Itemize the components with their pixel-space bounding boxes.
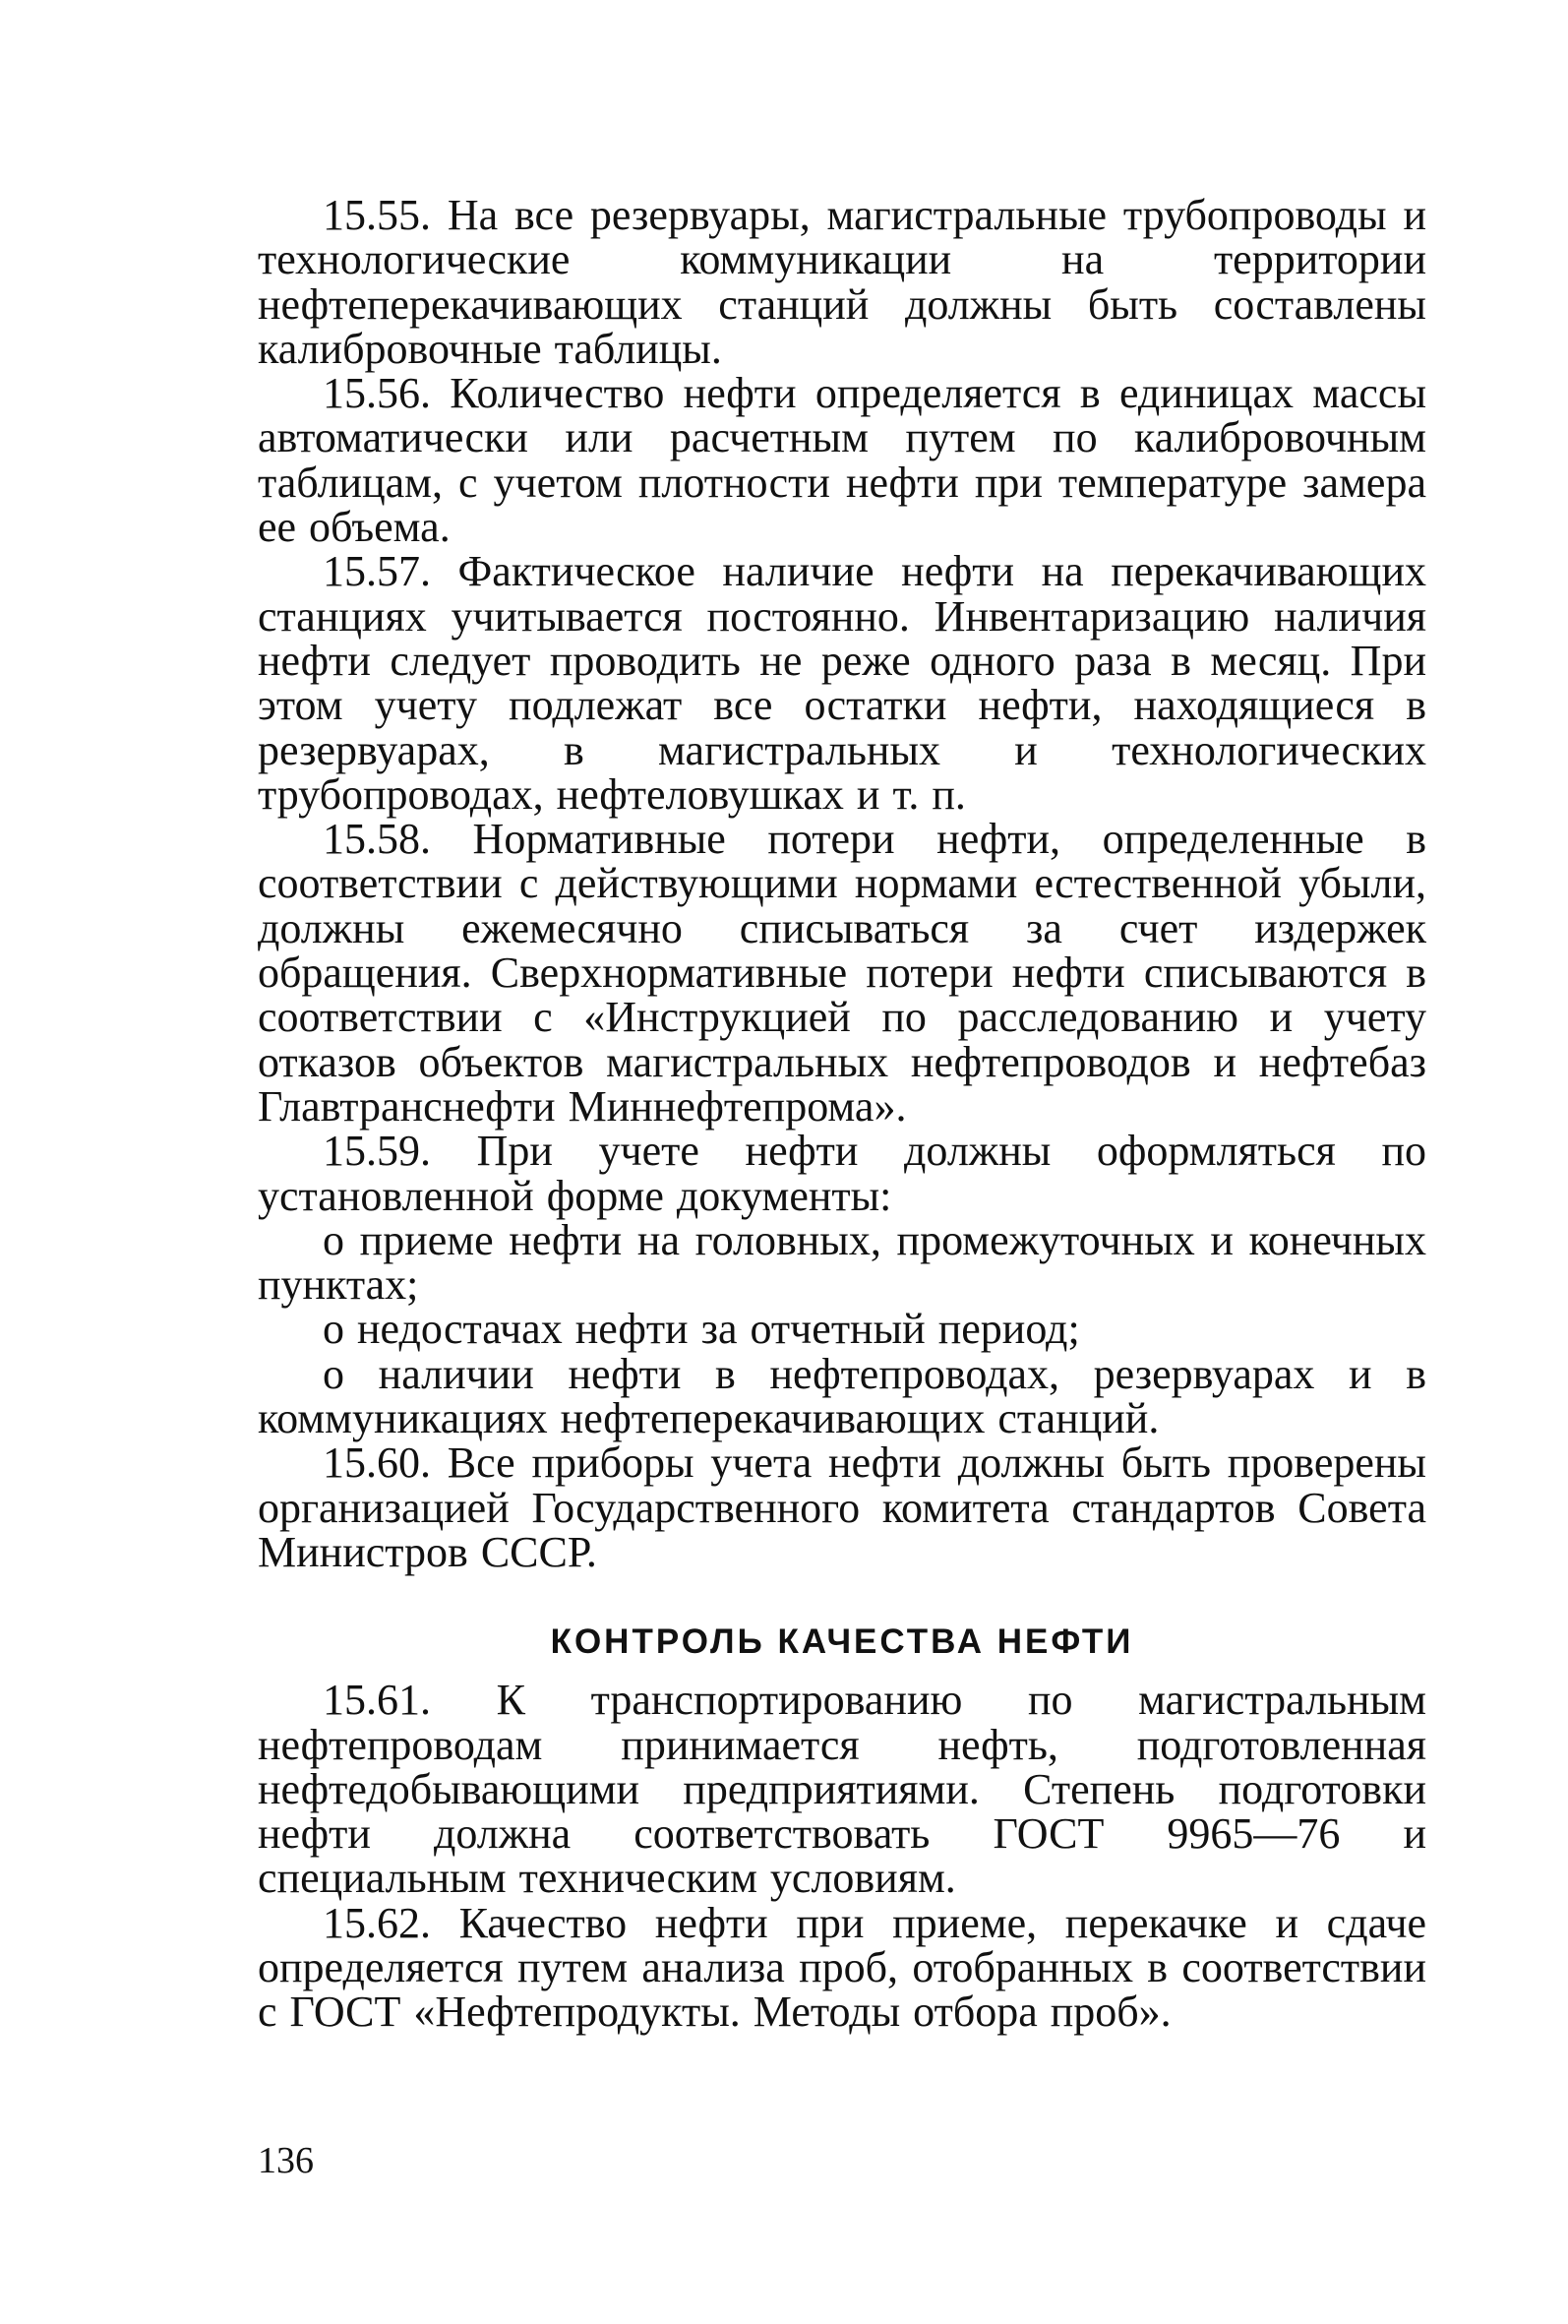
paragraph-15-55: 15.55. На все резервуары, магистральные трубопроводы и технологические коммуникации на территории нефтеперекачивающих станций должны быть составлены калибровочные таблицы. <box>258 191 1426 373</box>
paragraph-15-61: 15.61. К транспортированию по магистральным нефтепроводам принимается нефть, подготовленная нефтедобывающими предприятиями. Степень подготовки нефти должна соответствовать ГОСТ 9965—76 и специальным техническим условиям. <box>258 1676 1426 1903</box>
paragraph-15-56: 15.56. Количество нефти определяется в единицах массы автоматически или расчетным путем по калибровочным таблицам, с учетом плотности нефти при температуре замера ее объема. <box>258 369 1426 552</box>
paragraph-15-58: 15.58. Нормативные потери нефти, определенные в соответствии с действующими нормами естественной убыли, должны ежемесячно списываться за счет издержек обращения. Сверхнормативные потери нефти списываются в соответствии с «Инструкцией по расследованию и учету отказов объектов магистральных нефтепроводов и нефтебаз Главтранснефти Миннефтепрома». <box>258 815 1426 1131</box>
list-item-shortage: о недостачах нефти за отчетный период; <box>323 1305 1080 1354</box>
page-number: 136 <box>258 2140 314 2181</box>
paragraph-15-59: 15.59. При учете нефти должны оформляться по установленной форме документы: <box>258 1127 1426 1220</box>
paragraph-15-57: 15.57. Фактическое наличие нефти на перекачивающих станциях учитывается постоянно. Инвентаризацию наличия нефти следует проводить не реже одного раза в месяц. При этом учету подлежат все остатки нефти, находящиеся в резервуарах, в магистральных и технологических трубопроводах, нефтеловушках и т. п. <box>258 547 1426 819</box>
list-item-availability: о наличии нефти в нефтепроводах, резервуарах и в коммуникациях нефтеперекачивающих станций. <box>258 1349 1426 1443</box>
list-item-receipt: о приеме нефти на головных, промежуточных и конечных пунктах; <box>258 1215 1426 1310</box>
paragraph-15-62: 15.62. Качество нефти при приеме, перекачке и сдаче определяется путем анализа проб, отобранных в соответствии с ГОСТ «Нефтепродукты. Методы отбора проб». <box>258 1898 1426 2037</box>
section-heading: КОНТРОЛЬ КАЧЕСТВА НЕФТИ <box>550 1622 1134 1662</box>
page-body <box>258 193 1426 2035</box>
paragraph-15-60: 15.60. Все приборы учета нефти должны быть проверены организацией Государственного комитета стандартов Совета Министров СССР. <box>258 1438 1426 1576</box>
